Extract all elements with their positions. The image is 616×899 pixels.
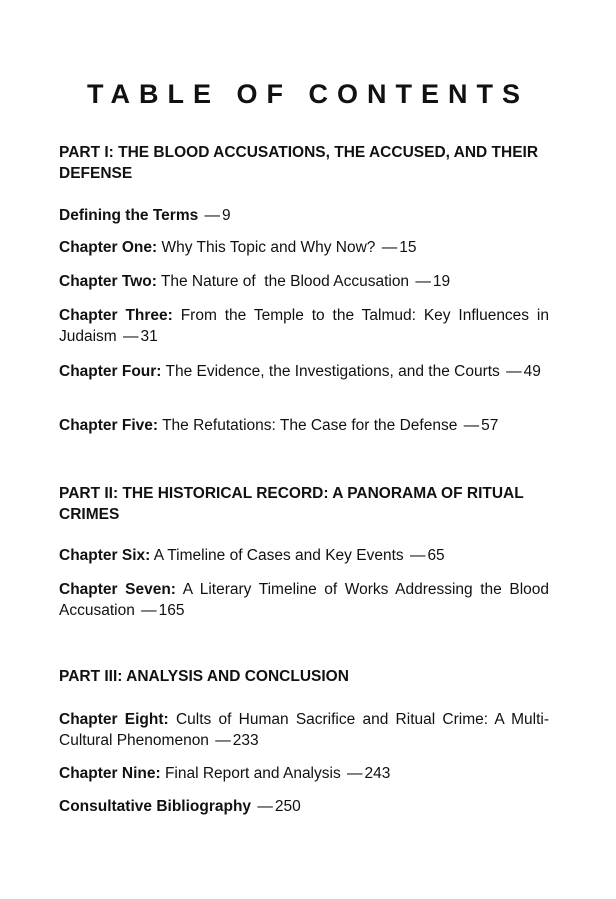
- entry-label: Chapter Six:: [59, 547, 151, 564]
- toc-entry-chapter-six: [59, 545, 549, 566]
- toc-entry-chapter-three: [59, 305, 549, 347]
- entry-label: Chapter Two:: [59, 273, 157, 290]
- entry-page-number: 250: [274, 798, 301, 815]
- entry-separator: —: [506, 363, 522, 380]
- entry-separator: —: [141, 602, 157, 619]
- entry-separator: —: [347, 765, 363, 782]
- page-title: TABLE OF CONTENTS: [87, 79, 529, 109]
- toc-entry-chapter-eight: [59, 709, 549, 751]
- entry-title: The Evidence, the Investigations, and the Courts: [165, 363, 500, 380]
- toc-entry-defining-terms: [59, 205, 549, 226]
- entry-label: Chapter Five:: [59, 417, 159, 434]
- entry-label: Chapter Three:: [59, 307, 173, 324]
- entry-page-number: 65: [427, 547, 445, 564]
- entry-page-number: 15: [399, 239, 417, 256]
- entry-label: Chapter Seven:: [59, 581, 176, 598]
- toc-entry-chapter-five: [59, 415, 549, 436]
- part-1-heading: PART I: THE BLOOD ACCUSATIONS, THE ACCUSED, AND THEIR DEFENSE: [59, 144, 539, 182]
- entry-separator: —: [204, 207, 221, 224]
- toc-entry-chapter-two: [59, 271, 549, 292]
- toc-entry-bibliography: [59, 796, 549, 817]
- entry-title: Cults of Human Sacrifice and Ritual Crime: A Multi-Cultural Phenomenon: [59, 711, 550, 749]
- entry-separator: —: [381, 239, 398, 256]
- entry-title: A Timeline of Cases and Key Events: [153, 547, 404, 564]
- entry-title: A Literary Timeline of Works Addressing the Blood Accusation: [59, 581, 550, 619]
- entry-page-number: 243: [364, 765, 391, 782]
- entry-separator: —: [409, 547, 426, 564]
- toc-entry-chapter-four: [59, 361, 549, 382]
- entry-label: Chapter Nine:: [59, 765, 161, 782]
- entry-title: The Nature of the Blood Accusation: [160, 273, 410, 290]
- entry-title: From the Temple to the Talmud: Key Influences in Judaism: [59, 307, 549, 345]
- toc-entry-chapter-seven: [59, 579, 549, 621]
- entry-label: Chapter Four:: [59, 363, 162, 380]
- part-2-heading: PART II: THE HISTORICAL RECORD: A PANORAMA OF RITUAL CRIMES: [59, 485, 524, 523]
- entry-title: Why This Topic and Why Now?: [161, 239, 376, 256]
- entry-page-number: 49: [523, 363, 541, 380]
- entry-title: Final Report and Analysis: [164, 765, 341, 782]
- entry-page-number: 31: [140, 328, 158, 345]
- part-3-heading: PART III: ANALYSIS AND CONCLUSION: [59, 668, 349, 685]
- entry-label: Consultative Bibliography: [59, 798, 252, 815]
- entry-separator: —: [123, 328, 139, 345]
- entry-separator: —: [415, 273, 431, 290]
- entry-page-number: 165: [158, 602, 185, 619]
- entry-label: Defining the Terms: [59, 207, 199, 224]
- entry-label: Chapter One:: [59, 239, 158, 256]
- toc-entry-chapter-one: [59, 237, 549, 258]
- entry-separator: —: [257, 798, 273, 815]
- entry-title: The Refutations: The Case for the Defense: [162, 417, 458, 434]
- entry-page-number: 9: [222, 207, 231, 224]
- entry-separator: —: [215, 732, 231, 749]
- entry-page-number: 233: [232, 732, 259, 749]
- entry-label: Chapter Eight:: [59, 711, 169, 728]
- entry-page-number: 19: [432, 273, 451, 290]
- entry-separator: —: [463, 417, 480, 434]
- toc-entry-chapter-nine: [59, 763, 549, 784]
- entry-page-number: 57: [481, 417, 499, 434]
